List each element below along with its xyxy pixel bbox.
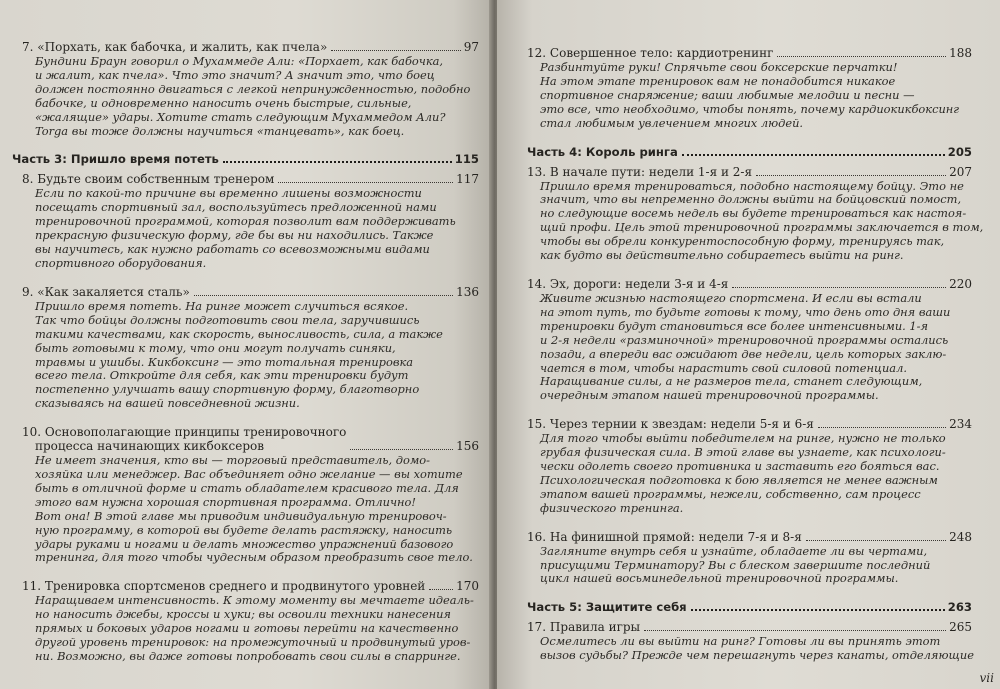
chapter-number: 14. xyxy=(527,276,547,291)
part-5-heading[interactable] xyxy=(527,600,972,614)
chapter-page: 248 xyxy=(949,529,972,544)
chapter-title xyxy=(22,172,274,186)
description-line: Разбинтуйте руки! Спрячьте свои боксерские перчатки! xyxy=(540,60,898,74)
toc-entry[interactable] xyxy=(527,164,984,263)
toc-entry[interactable] xyxy=(22,285,479,411)
part-3-entries xyxy=(22,172,479,663)
page-number: vii xyxy=(979,671,994,685)
part-page: 263 xyxy=(947,600,972,615)
toc-entry[interactable] xyxy=(527,530,972,587)
chapter-number: 8. xyxy=(22,172,34,187)
chapter-title-text: На финишной прямой: недели 7-я и 8-я xyxy=(549,529,802,544)
description-line: чается в том, чтобы нарастить свой силовой потенциал. xyxy=(540,360,907,375)
toc-entry[interactable] xyxy=(527,417,972,515)
part-4-entries xyxy=(527,164,984,587)
description-line: Так что бойцы должны подготовить свои тела, заручившись xyxy=(35,312,420,327)
description-line: прямых и боковых ударов ногами и готовы перейти на качественно xyxy=(35,621,459,636)
description-line: должен постоянно двигаться с легкой непринужденностью, подобно xyxy=(35,81,471,96)
chapter-page: 220 xyxy=(949,276,972,291)
description-line: вы научитесь, как нужно работать со всевозможными видами xyxy=(35,242,430,257)
chapter-title xyxy=(527,417,814,431)
chapter-title xyxy=(527,46,773,60)
description-line: Живите жизнью настоящего спортсмена. И если вы встали xyxy=(540,290,922,305)
chapter-description xyxy=(527,432,972,515)
chapter-description xyxy=(22,454,479,565)
description-line: это все, что необходимо, чтобы понять, почему кардиокикбоксинг xyxy=(540,101,960,116)
chapter-page: 265 xyxy=(949,620,972,635)
description-line: быть готовыми к тому, что они могут получать синяки, xyxy=(35,340,396,355)
description-line: «жалящие» удары. Хотите стать следующим Мухаммедом Али? xyxy=(35,109,446,124)
chapter-page: 170 xyxy=(456,579,479,594)
dot-leader xyxy=(194,295,453,296)
description-line: чтобы вы обрели конкурентоспособную форму, тренируясь так, xyxy=(540,234,945,249)
chapter-title xyxy=(527,277,728,291)
right-top-entries xyxy=(527,46,972,131)
description-line: Психологическая подготовка к бою является не менее важным xyxy=(540,472,938,487)
chapter-title xyxy=(22,425,346,453)
chapter-description xyxy=(22,55,479,138)
chapter-page: 97 xyxy=(463,40,479,54)
right-page xyxy=(497,0,1000,689)
left-top-entries xyxy=(22,40,479,138)
description-line: Пришло время потеть. На ринге может случиться всякое. xyxy=(35,298,409,313)
chapter-number: 12. xyxy=(527,46,547,60)
description-line: и жалит, как пчела». Что это значит? А значит это, что боец xyxy=(35,67,435,82)
description-line: спортивного оборудования. xyxy=(35,255,207,270)
chapter-description xyxy=(527,545,972,587)
chapter-page: 156 xyxy=(456,439,479,454)
dot-leader xyxy=(756,175,946,176)
dot-leader xyxy=(644,630,946,631)
toc-entry[interactable] xyxy=(22,579,479,664)
chapter-title-text: «Порхать, как бабочка, и жалить, как пчела» xyxy=(37,40,328,54)
description-line: Вот она! В этой главе мы приводим индивидуальную тренировоч- xyxy=(35,508,447,523)
part-label: Часть 5: Защитите себя xyxy=(527,600,687,615)
description-line: стал любимым увлечением многих людей. xyxy=(540,115,804,130)
chapter-title xyxy=(527,620,640,634)
description-line: Осмелитесь ли вы выйти на ринг? Готовы ли вы принять этот xyxy=(540,634,941,649)
chapter-title xyxy=(22,579,425,593)
chapter-number: 9. xyxy=(22,284,34,299)
toc-entry-heading xyxy=(527,530,972,544)
description-line: быть в отличной форме и стать обладателем красивого тела. Для xyxy=(35,480,459,495)
chapter-title-text: Будьте своим собственным тренером xyxy=(37,172,275,187)
toc-entry-heading xyxy=(527,46,972,60)
part-5-entries xyxy=(527,620,972,663)
chapter-number: 7. xyxy=(22,40,34,54)
description-line: другой уровень тренировок: на промежуточный и продвинутый уров- xyxy=(35,635,471,650)
description-line: но следующие восемь недель вы будете тренироваться как настоя- xyxy=(540,206,967,221)
dot-leader xyxy=(806,540,946,541)
description-line: ную программу, в которой вы будете делать растяжку, наносить xyxy=(35,522,453,537)
part-page: 205 xyxy=(947,144,972,159)
chapter-title-text: «Как закаляется сталь» xyxy=(37,284,190,299)
part-4-heading[interactable] xyxy=(527,145,972,159)
part-page: 115 xyxy=(454,152,479,167)
chapter-title-line: процесса начинающих кикбоксеров xyxy=(35,439,264,454)
chapter-title xyxy=(22,40,327,54)
description-line: спортивное снаряжение; ваши любимые мелодии и песни — xyxy=(540,87,915,102)
description-line: вызов судьбы? Прежде чем перешагнуть через канаты, отделяющие xyxy=(540,648,974,663)
toc-entry[interactable] xyxy=(527,277,972,403)
toc-entry[interactable] xyxy=(22,40,479,138)
description-line: травмы и ушибы. Кикбоксинг — это тотальная тренировка xyxy=(35,354,414,369)
description-line: присущими Терминатору? Вы с блеском завершите последний xyxy=(540,557,931,572)
toc-entry-heading xyxy=(22,172,479,186)
chapter-number: 15. xyxy=(527,417,547,432)
description-line: Не имеет значения, кто вы — торговый представитель, домо- xyxy=(35,453,430,468)
description-line: Наращивание силы, а не размеров тела, станет следующим, xyxy=(540,374,923,389)
description-line: этапом вашей программы, нежели, собственно, сам процесс xyxy=(540,486,921,501)
chapter-title-text: Основополагающие принципы тренировочного xyxy=(44,425,347,440)
dot-leader xyxy=(350,449,453,450)
description-line: физического тренинга. xyxy=(540,500,684,515)
dot-leader xyxy=(331,50,460,51)
dot-leader xyxy=(691,609,945,611)
description-line: Загляните внутрь себя и узнайте, обладаете ли вы чертами, xyxy=(540,543,928,558)
chapter-title-text: Совершенное тело: кардиотренинг xyxy=(549,46,774,60)
dot-leader xyxy=(223,161,452,163)
chapter-description xyxy=(22,594,479,664)
toc-entry-heading xyxy=(22,40,479,54)
toc-entry[interactable] xyxy=(527,620,972,663)
description-line: позади, а впереди вас ожидают две недели, цель которых заклю- xyxy=(540,346,947,361)
dot-leader xyxy=(278,182,453,183)
chapter-page: 207 xyxy=(949,164,972,179)
description-line: на этот путь, то будьте готовы к тому, что день ото дня ваши xyxy=(540,304,951,319)
description-line: тренировочной программой, которая позволит вам поддерживать xyxy=(35,214,456,229)
description-line: цикл нашей восьминедельной тренировочной программы. xyxy=(540,571,899,586)
chapter-title-text: Через тернии к звездам: недели 5-я и 6-я xyxy=(549,417,814,432)
chapter-title-text: В начале пути: недели 1-я и 2-я xyxy=(549,164,753,179)
description-line: хозяйка или менеджер. Вас объединяет одно желание — вы хотите xyxy=(35,467,463,482)
description-line: бабочке, и одновременно наносить очень быстрые, сильные, xyxy=(35,95,412,110)
chapter-number: 16. xyxy=(527,529,547,544)
description-line: и 2-я недели «разминочной» тренировочной программы остались xyxy=(540,332,949,347)
description-line: значит, что вы непременно должны выйти на бойцовский помост, xyxy=(540,192,962,207)
chapter-description xyxy=(527,61,972,131)
chapter-page: 188 xyxy=(949,46,972,60)
description-line: такими качествами, как скорость, выносливость, сила, а также xyxy=(35,326,443,341)
chapter-number: 17. xyxy=(527,620,547,635)
left-page xyxy=(0,0,493,689)
chapter-page: 234 xyxy=(949,417,972,432)
description-line: этого вам нужна хорошая спортивная программа. Отлично! xyxy=(35,494,416,509)
toc-entry[interactable] xyxy=(22,172,479,270)
description-line: На этом этапе тренировок вам не понадобится никакое xyxy=(540,73,896,88)
description-line: Для того чтобы выйти победителем на ринге, нужно не только xyxy=(540,431,946,446)
toc-entry[interactable] xyxy=(527,46,972,131)
description-line: сказываясь на вашей повседневной жизни. xyxy=(35,396,300,411)
description-line: Наращиваем интенсивность. К этому моменту вы мечтаете идеаль- xyxy=(35,593,474,608)
description-line: очередным этапом нашей тренировочной программы. xyxy=(540,388,879,403)
chapter-description xyxy=(22,187,479,270)
part-label: Часть 4: Король ринга xyxy=(527,144,678,159)
description-line: но наносить джебы, кроссы и хуки; вы освоили техники нанесения xyxy=(35,607,451,622)
description-line: как будто вы действительно собираетесь выйти на ринг. xyxy=(540,248,904,263)
toc-entry-heading xyxy=(527,277,972,291)
chapter-number: 13. xyxy=(527,164,547,179)
toc-entry[interactable] xyxy=(22,425,479,565)
chapter-number: 10. xyxy=(22,425,42,440)
description-line: удары руками и ногами и делать множество упражнений базового xyxy=(35,536,454,551)
chapter-title xyxy=(527,165,752,179)
dot-leader xyxy=(682,154,945,156)
dot-leader xyxy=(429,589,453,590)
description-line: тренинга, для того чтобы чудесным образом преобразить свое тело. xyxy=(35,550,473,565)
toc-entry-heading xyxy=(527,620,972,634)
description-line: всего тела. Откройте для себя, как эти тренировки будут xyxy=(35,368,409,383)
chapter-title-text: Тренировка спортсменов среднего и продвинутого уровней xyxy=(44,579,426,594)
chapter-title-line xyxy=(22,425,346,439)
description-line: Пришло время тренироваться, подобно настоящему бойцу. Это не xyxy=(540,178,964,193)
description-line: грубая физическая сила. В этой главе вы узнаете, как психологи- xyxy=(540,445,946,460)
chapter-description xyxy=(527,292,972,403)
chapter-title xyxy=(527,530,802,544)
chapter-page: 117 xyxy=(456,172,479,187)
description-line: прекрасную физическую форму, где бы вы ни находились. Также xyxy=(35,228,434,243)
chapter-description xyxy=(22,300,479,411)
toc-entry-heading xyxy=(22,579,479,593)
chapter-number: 11. xyxy=(22,579,42,594)
toc-entry-heading xyxy=(527,165,972,179)
toc-entry-heading xyxy=(22,425,479,453)
description-line: чески одолеть своего противника и заставить его бояться вас. xyxy=(540,459,940,474)
description-line: Бундини Браун говорил о Мухаммеде Али: «Порхает, как бабочка, xyxy=(35,54,444,68)
chapter-title-text: Правила игры xyxy=(549,620,641,635)
dot-leader xyxy=(818,427,946,428)
description-line: тренировки будут становиться все более интенсивными. 1-я xyxy=(540,318,929,333)
description-line: ни. Возможно, вы даже готовы попробовать свои силы в спарринге. xyxy=(35,649,461,663)
description-line: Если по какой-то причине вы временно лишены возможности xyxy=(35,186,422,201)
dot-leader xyxy=(777,56,946,57)
part-label: Часть 3: Пришло время потеть xyxy=(12,152,219,167)
chapter-description xyxy=(527,178,984,263)
description-line: Torga вы тоже должны научиться «танцевать», как боец. xyxy=(35,123,405,138)
toc-entry-heading xyxy=(22,285,479,299)
chapter-title xyxy=(22,285,190,299)
description-line: посещать спортивный зал, воспользуйтесь предложенной нами xyxy=(35,200,437,215)
chapter-title-text: Эх, дороги: недели 3-я и 4-я xyxy=(549,276,729,291)
description-line: щий профи. Цель этой тренировочной программы заключается в том, xyxy=(540,220,984,235)
description-line: постепенно улучшать вашу спортивную форму, благотворно xyxy=(35,382,420,397)
toc-entry-heading xyxy=(527,417,972,431)
part-3-heading[interactable] xyxy=(12,152,479,166)
dot-leader xyxy=(732,287,946,288)
chapter-page: 136 xyxy=(456,284,479,299)
chapter-description xyxy=(527,635,972,663)
